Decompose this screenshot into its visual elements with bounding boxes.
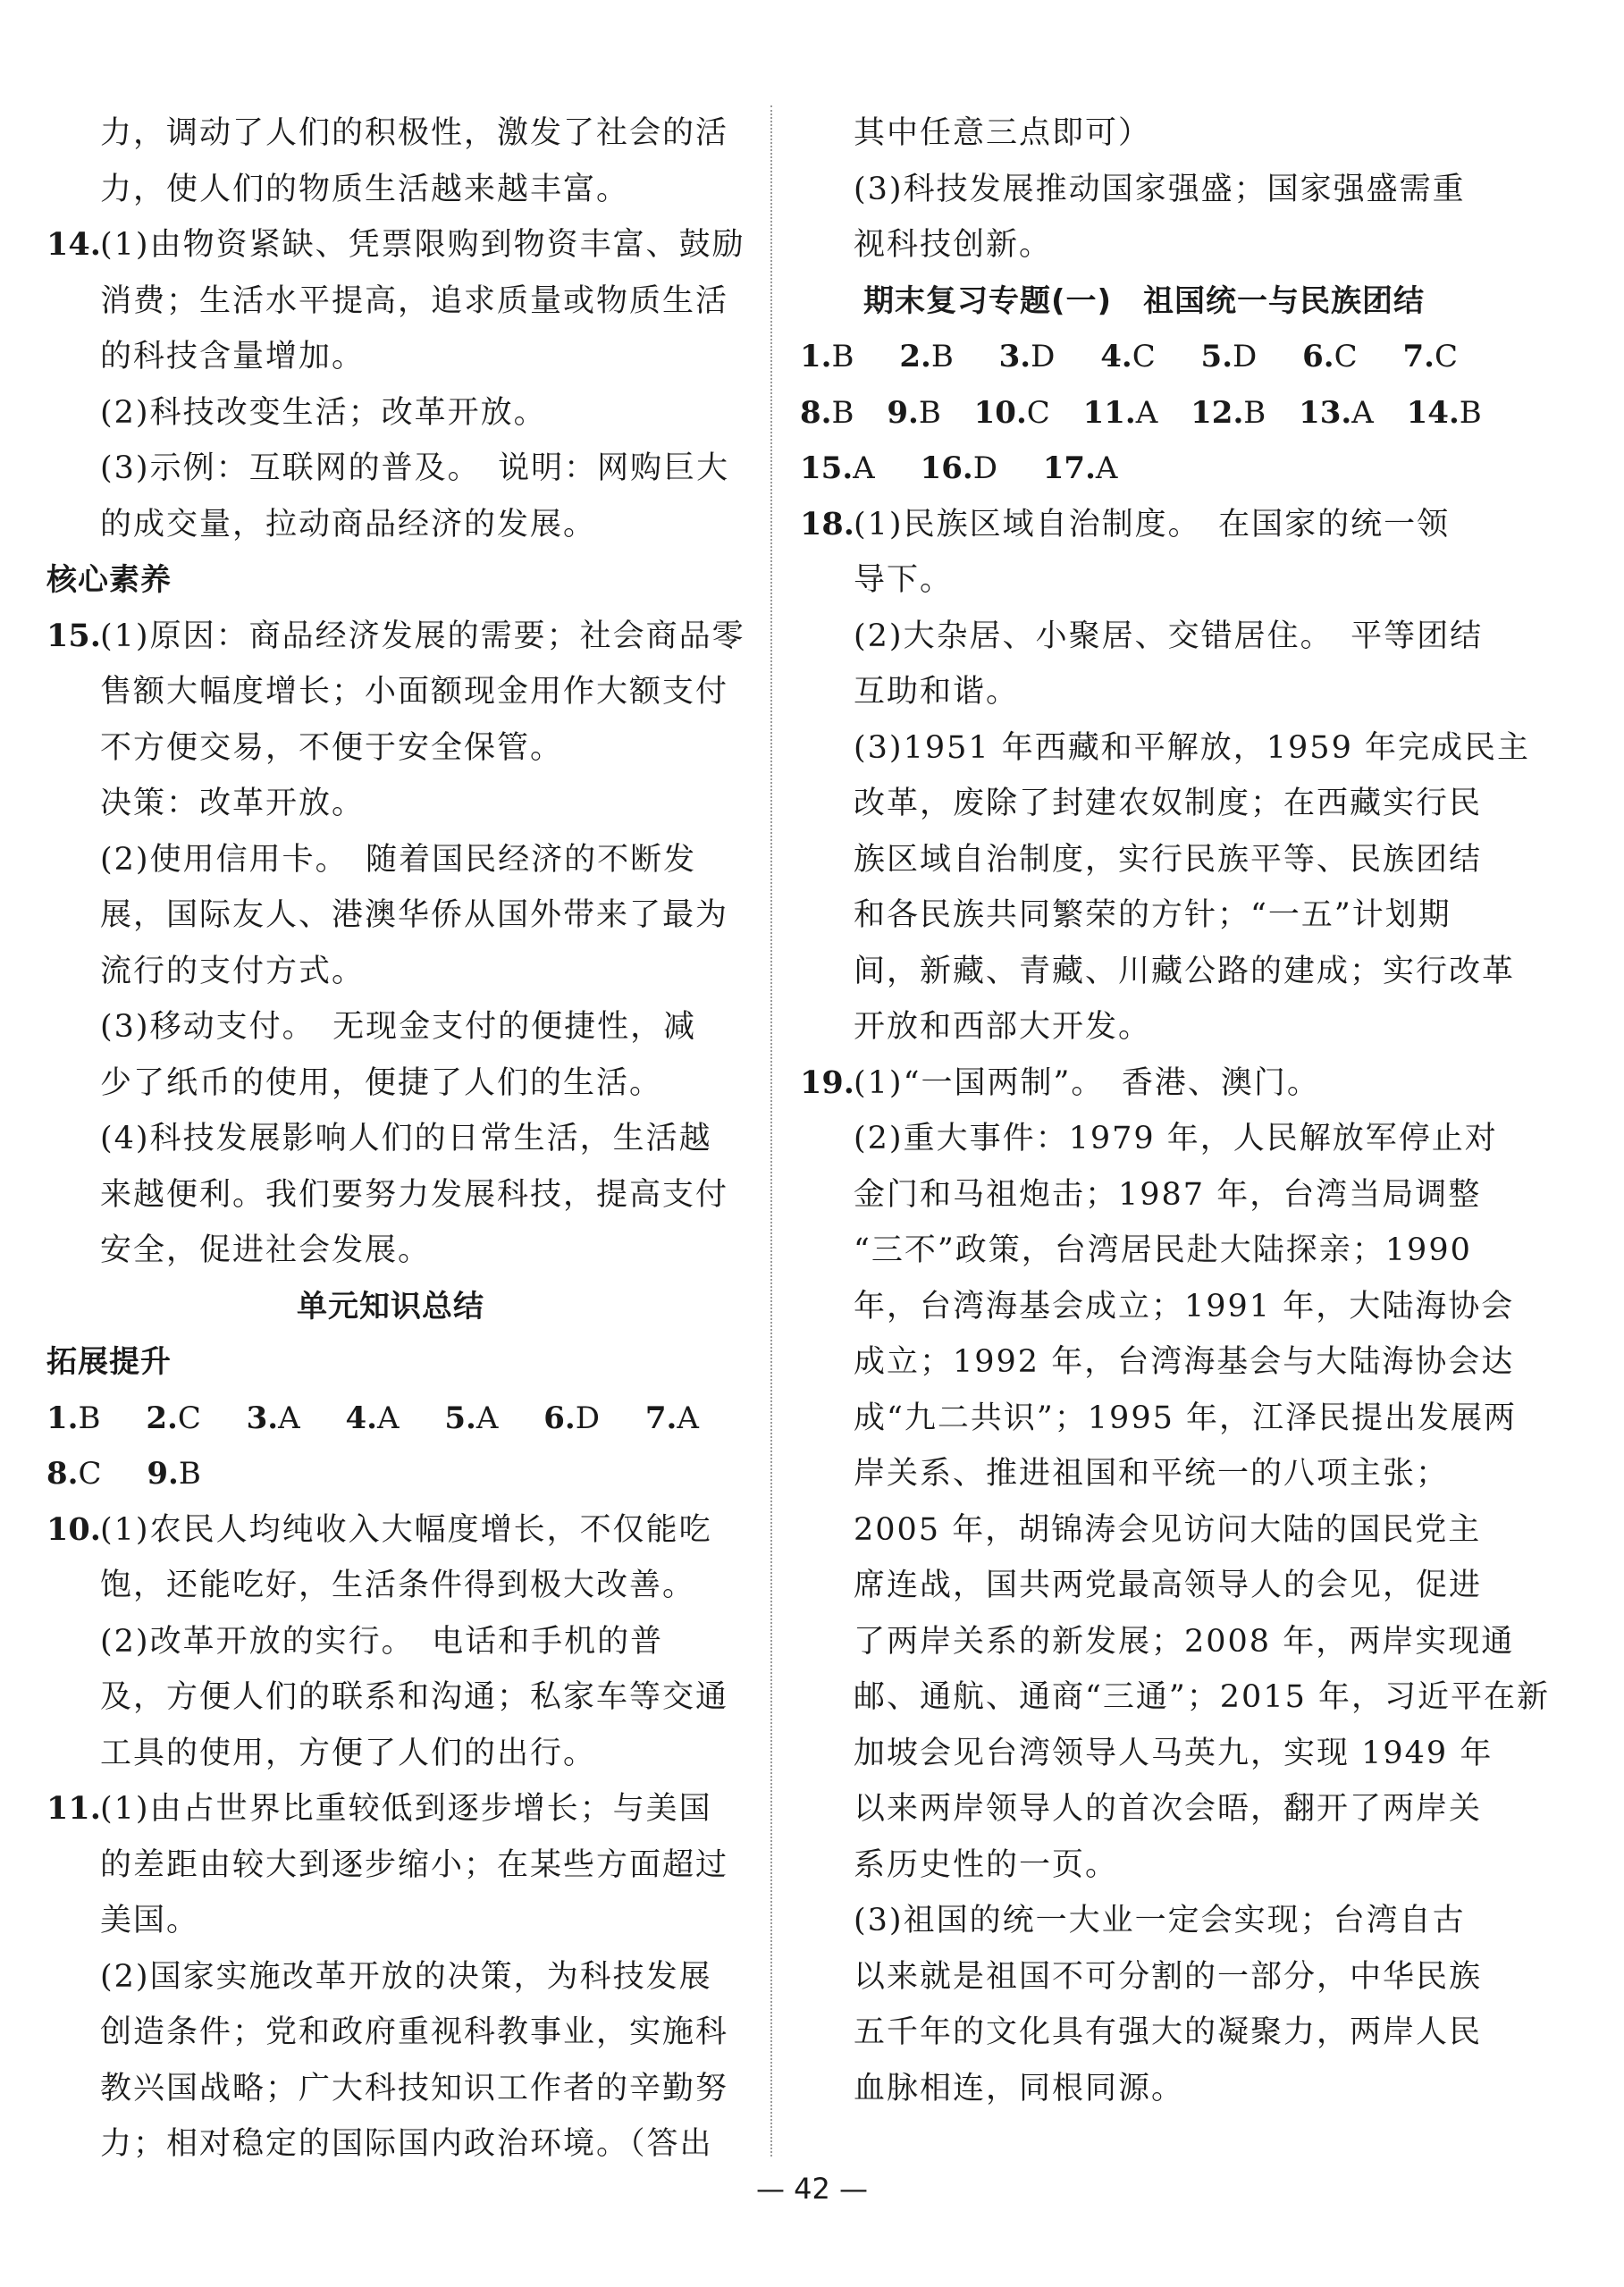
text-line: 五千年的文化具有强大的凝聚力，两岸人民 <box>854 2014 1483 2050</box>
text-line: 的差距由较大到逐步缩小；在某些方面超过 <box>100 1846 729 1883</box>
text: (1)“一国两制”。 香港、澳门。 <box>854 1064 1320 1101</box>
text: (1)由物资紧缺、凭票限购到物资丰富、鼓励 <box>100 227 745 263</box>
answer-19-line <box>800 1055 1488 1112</box>
mc-answer: 14.B <box>1406 394 1482 431</box>
page-number: — 42 — <box>755 2172 869 2206</box>
text-line: (4)科技发展影响人们的日常生活，生活越 <box>100 1121 712 1156</box>
text-line: 力，调动了人们的积极性，激发了社会的活 <box>100 115 729 151</box>
mc-answer: 2.C <box>146 1400 201 1436</box>
text-line: 及，方便人们的联系和沟通；私家车等交通 <box>100 1679 729 1715</box>
text-line: 开放和西部大开发。 <box>854 1009 1152 1045</box>
text-line: 力；相对稳定的国际国内政治环境。（答出 <box>100 2126 713 2162</box>
text-line: 消费；生活水平提高，追求质量或物质生活 <box>100 282 729 319</box>
section-heading-final-review: 期末复习专题(一) 祖国统一与民族团结 <box>862 282 1426 319</box>
right-column <box>800 105 1550 2116</box>
mc-answers-row <box>800 385 1488 441</box>
text: (1)原因：商品经济发展的需要；社会商品零 <box>100 618 745 654</box>
text-line: (2)重大事件：1979 年，人民解放军停止对 <box>854 1121 1498 1156</box>
text-line: 系历史性的一页。 <box>854 1846 1119 1883</box>
mc-answer: 2.B <box>899 339 954 374</box>
text-line: 导下。 <box>854 562 954 598</box>
question-number: 14. <box>46 226 101 263</box>
section-heading-core: 核心素养 <box>46 562 172 598</box>
mc-answer: 1.B <box>46 1400 101 1436</box>
text-line: (2)改革开放的实行。 电话和手机的普 <box>100 1623 664 1660</box>
section-heading-extension: 拓展提升 <box>46 1344 172 1380</box>
mc-answer: 8.C <box>46 1456 102 1492</box>
text-line: 工具的使用，方便了人们的出行。 <box>100 1735 597 1771</box>
mc-answer: 16.D <box>920 450 997 486</box>
text-line: 间，新藏、青藏、川藏公路的建成；实行改革 <box>854 953 1516 989</box>
text-line: 展，国际友人、港澳华侨从国外带来了最为 <box>100 897 729 933</box>
text-line: 决策：改革开放。 <box>100 786 366 821</box>
text-line: (3)移动支付。 无现金支付的便捷性，减 <box>100 1009 697 1045</box>
text-line: 流行的支付方式。 <box>100 953 366 989</box>
mc-answer: 4.A <box>345 1400 400 1436</box>
text-line: 2005 年，胡锦涛会见访问大陆的国民党主 <box>854 1511 1482 1548</box>
mc-answer: 12.B <box>1191 394 1266 431</box>
mc-answers-row <box>800 329 1488 385</box>
text-line: 加坡会见台湾领导人马英九，实现 1949 年 <box>854 1735 1494 1771</box>
text-line: 成“九二共识”；1995 年，江泽民提出发展两 <box>854 1400 1517 1436</box>
mc-answer: 5.D <box>1200 339 1258 374</box>
text-line: 少了纸币的使用，便捷了人们的生活。 <box>100 1064 663 1101</box>
text-line: 年，台湾海基会成立；1991 年，大陆海协会 <box>854 1288 1515 1324</box>
text: (1)民族区域自治制度。 在国家的统一领 <box>854 506 1451 542</box>
question-number: 19. <box>800 1064 854 1101</box>
text-line: 改革，废除了封建农奴制度；在西藏实行民 <box>854 786 1483 821</box>
answer-14-line <box>46 217 745 273</box>
text-line: 席连战，国共两党最高领导人的会见，促进 <box>854 1568 1483 1603</box>
text-line: (3)科技发展推动国家强盛；国家强盛需重 <box>854 171 1466 207</box>
mc-answer: 17.A <box>1042 450 1118 486</box>
text-line: 的科技含量增加。 <box>100 339 366 374</box>
text: (1)由占世界比重较低到逐步增长；与美国 <box>100 1791 712 1827</box>
answer-11-line <box>46 1781 735 1837</box>
answer-15-line <box>46 609 745 665</box>
mc-answer: 15.A <box>800 450 875 486</box>
left-column <box>46 105 745 2173</box>
text-line: 邮、通航、通商“三通”；2015 年，习近平在新 <box>854 1679 1550 1715</box>
mc-answer: 4.C <box>1100 339 1156 374</box>
text: (1)农民人均纯收入大幅度增长，不仅能吃 <box>100 1511 712 1548</box>
question-number: 10. <box>46 1510 101 1548</box>
text-line: 饱，还能吃好，生活条件得到极大改善。 <box>100 1568 696 1603</box>
mc-answer: 3.A <box>246 1400 300 1436</box>
mc-answer: 1.B <box>800 339 854 374</box>
text-line: 售额大幅度增长；小面额现金用作大额支付 <box>100 674 729 710</box>
question-number: 11. <box>46 1790 101 1827</box>
mc-answers-row <box>46 1391 735 1447</box>
text-line: 了两岸关系的新发展；2008 年，两岸实现通 <box>854 1623 1515 1660</box>
text-line: 其中任意三点即可） <box>854 115 1152 151</box>
mc-answer: 13.A <box>1299 394 1374 431</box>
text-line: (3)示例：互联网的普及。 说明：网购巨大 <box>100 450 730 486</box>
question-number: 15. <box>46 617 101 654</box>
text-line: 创造条件；党和政府重视科教事业，实施科 <box>100 2014 729 2050</box>
mc-answer: 6.D <box>543 1400 601 1436</box>
text-line: 来越便利。我们要努力发展科技，提高支付 <box>100 1176 729 1213</box>
text-line: “三不”政策，台湾居民赴大陆探亲；1990 <box>854 1232 1472 1268</box>
mc-answer: 10.C <box>973 394 1050 431</box>
answer-10-line <box>46 1502 735 1559</box>
text-line: (3)1951 年西藏和平解放，1959 年完成民主 <box>854 729 1530 766</box>
text-line: 血脉相连，同根同源。 <box>854 2070 1185 2106</box>
text-line: (2)科技改变生活；改革开放。 <box>100 394 547 431</box>
text-line: 视科技创新。 <box>854 227 1053 263</box>
mc-answers-row <box>46 1446 735 1502</box>
mc-answer: 7.C <box>1402 339 1458 374</box>
section-heading-unit: 单元知识总结 <box>297 1288 484 1324</box>
text-line: 不方便交易，不便于安全保管。 <box>100 729 564 766</box>
text-line: 以来就是祖国不可分割的一部分，中华民族 <box>854 1958 1483 1995</box>
text-line: 的成交量，拉动商品经济的发展。 <box>100 506 597 542</box>
text-line: 美国。 <box>100 1903 200 1938</box>
text-line: 互助和谐。 <box>854 674 1020 710</box>
text-line: 教兴国战略；广大科技知识工作者的辛勤努 <box>100 2070 729 2106</box>
mc-answer: 7.A <box>644 1400 699 1436</box>
question-number: 18. <box>800 505 854 542</box>
mc-answer: 11.A <box>1082 394 1158 431</box>
text-line: (2)使用信用卡。 随着国民经济的不断发 <box>100 841 697 878</box>
text-line: 力，使人们的物质生活越来越丰富。 <box>100 171 630 207</box>
mc-answers-row <box>800 441 1488 497</box>
text-line: (3)祖国的统一大业一定会实现；台湾自古 <box>854 1903 1466 1938</box>
text-line: (2)国家实施改革开放的决策，为科技发展 <box>100 1958 712 1995</box>
text-line: 族区域自治制度，实行民族平等、民族团结 <box>854 841 1483 878</box>
text-line: 成立；1992 年，台湾海基会与大陆海协会达 <box>854 1344 1515 1380</box>
text-line: 岸关系、推进祖国和平统一的八项主张； <box>854 1456 1450 1492</box>
text-line: 和各民族共同繁荣的方针；“一五”计划期 <box>854 897 1452 933</box>
mc-answer: 8.B <box>800 394 854 431</box>
mc-answer: 9.B <box>147 1456 201 1492</box>
text-line: 安全，促进社会发展。 <box>100 1232 432 1268</box>
text-line: 金门和马祖炮击；1987 年，台湾当局调整 <box>854 1176 1482 1213</box>
mc-answer: 3.D <box>998 339 1056 374</box>
text-line: (2)大杂居、小聚居、交错居住。 平等团结 <box>854 618 1484 654</box>
text-line: 以来两岸领导人的首次会晤，翻开了两岸关 <box>854 1791 1483 1827</box>
mc-answer: 5.A <box>444 1400 499 1436</box>
mc-answer: 6.C <box>1302 339 1358 374</box>
column-divider <box>770 105 772 2157</box>
answer-18-line <box>800 497 1488 553</box>
mc-answer: 9.B <box>887 394 941 431</box>
